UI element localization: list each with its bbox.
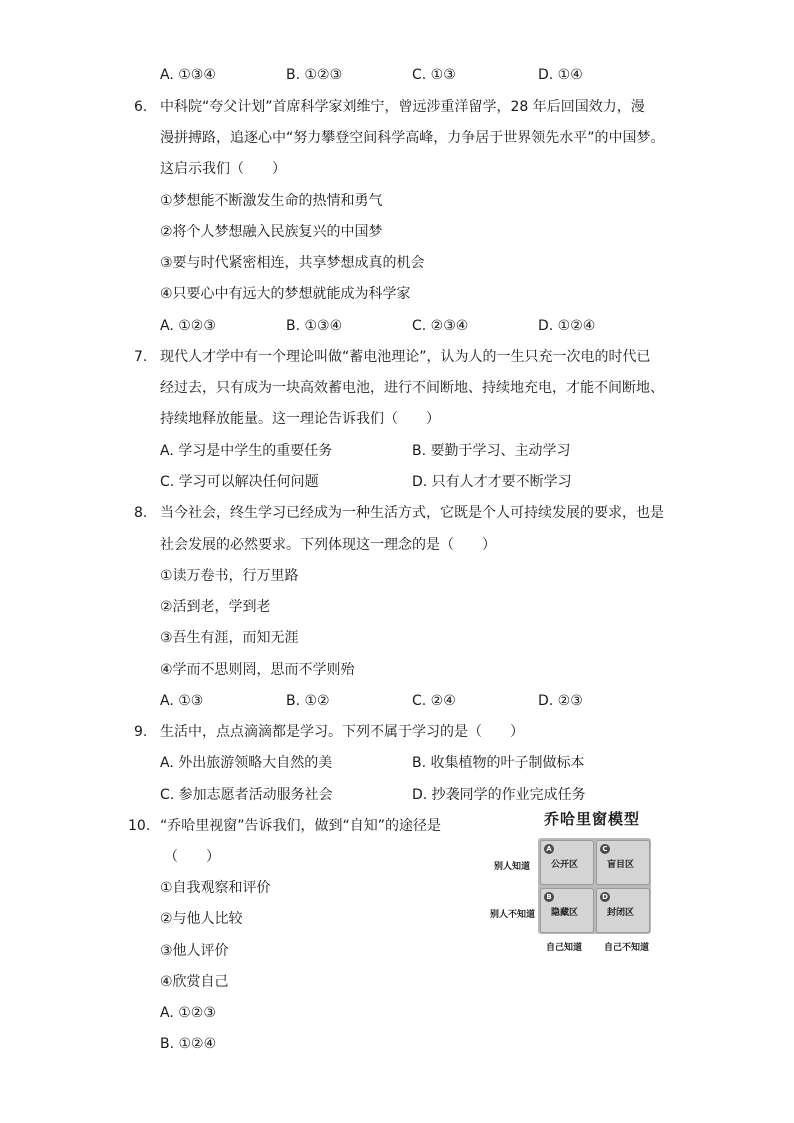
q5-option-c: C. ①③ (412, 67, 456, 83)
q6-option-d: D. ①②④ (538, 318, 596, 334)
q5-option-b: B. ①②③ (286, 67, 343, 83)
q7-option-d: D. 只有人才才要不断学习 (412, 474, 572, 490)
johari-badge-c: C (600, 844, 610, 854)
johari-cell-label: 盲目区 (607, 860, 635, 870)
q10-option-b: B. ①②④ (160, 1036, 217, 1052)
johari-cell-label: 封闭区 (607, 908, 635, 918)
q6-item-1: ①梦想能不断激发生命的热情和勇气 (160, 193, 383, 209)
q7-option-c: C. 学习可以解决任何问题 (160, 474, 319, 490)
q7-option-a: A. 学习是中学生的重要任务 (160, 443, 333, 459)
q9-option-d: D. 抄袭同学的作业完成任务 (412, 787, 586, 803)
johari-col-label-unknown-to-self: 自己不知道 (604, 943, 650, 953)
q5-option-a: A. ①③④ (160, 67, 216, 83)
johari-window-figure (488, 806, 654, 954)
q8-number: 8. (134, 505, 148, 521)
q6-number: 6. (134, 99, 148, 115)
q7-stem-line-1: 现代人才学中有一个理论叫做“蓄电池理论”，认为人的一生只充一次电的时代已 (160, 349, 651, 365)
q9-option-c: C. 参加志愿者活动服务社会 (160, 787, 333, 803)
johari-cell-label: 公开区 (551, 860, 579, 870)
q6-option-b: B. ①③④ (286, 318, 343, 334)
q6-item-3: ③要与时代紧密相连，共享梦想成真的机会 (160, 255, 425, 271)
q9-stem-line-1: 生活中，点点滴滴都是学习。下列不属于学习的是（ ） (160, 724, 524, 740)
johari-cell-blind (596, 840, 650, 885)
q8-option-d: D. ②③ (538, 693, 583, 709)
q10-item-3: ③他人评价 (160, 943, 229, 959)
q6-stem-line-1: 中科院“夸父计划”首席科学家刘维宁，曾远涉重洋留学，28 年后回国效力，漫 (160, 99, 645, 115)
q6-option-c: C. ②③④ (412, 318, 469, 334)
q7-stem-line-2: 经过去，只有成为一块高效蓄电池，进行不间断地、持续地充电，才能不间断地、 (160, 380, 664, 396)
johari-cell-hidden (540, 888, 594, 933)
q9-option-b: B. 收集植物的叶子制做标本 (412, 755, 585, 771)
q8-item-3: ③吾生有涯，而知无涯 (160, 630, 299, 646)
q10-item-2: ②与他人比较 (160, 911, 243, 927)
q9-option-a: A. 外出旅游领略大自然的美 (160, 755, 333, 771)
q10-option-a: A. ①②③ (160, 1005, 216, 1021)
q8-item-2: ②活到老，学到老 (160, 599, 271, 615)
q7-stem-line-3: 持续地释放能量。这一理论告诉我们（ ） (160, 411, 440, 427)
johari-title: 乔哈里窗模型 (544, 810, 641, 828)
q6-option-a: A. ①②③ (160, 318, 216, 334)
johari-badge-d: D (600, 892, 610, 902)
q7-number: 7. (134, 349, 148, 365)
q10-stem-line-1: “乔哈里视窗”告诉我们，做到“自知”的途径是 (160, 818, 442, 834)
q8-item-4: ④学而不思则罔，思而不学则殆 (160, 662, 355, 678)
q10-number: 10. (128, 818, 151, 834)
johari-cell-open (540, 840, 594, 885)
q6-item-4: ④只要心中有远大的梦想就能成为科学家 (160, 286, 411, 302)
q5-option-d: D. ①④ (538, 67, 583, 83)
johari-col-label-known-to-self: 自己知道 (546, 943, 583, 953)
q9-number: 9. (134, 724, 148, 740)
q8-stem-line-2: 社会发展的必然要求。下列体现这一理念的是（ ） (160, 537, 496, 553)
johari-row-label-unknown-to-others: 别人不知道 (490, 910, 536, 920)
q10-item-1: ①自我观察和评价 (160, 880, 271, 896)
johari-badge-a: A (544, 844, 554, 854)
q10-item-4: ④欣赏自己 (160, 974, 229, 990)
q8-stem-line-1: 当今社会，终生学习已经成为一种生活方式，它既是个人可持续发展的要求，也是 (160, 505, 664, 521)
q6-stem-line-2: 漫拼搏路，追逐心中“努力攀登空间科学高峰，力争居于世界领先水平”的中国梦。 (160, 130, 665, 146)
johari-cell-unknown (596, 888, 650, 933)
johari-badge-b: B (544, 892, 554, 902)
q8-option-c: C. ②④ (412, 693, 456, 709)
q8-option-a: A. ①③ (160, 693, 204, 709)
johari-row-label-known-to-others: 别人知道 (494, 862, 531, 872)
q8-option-b: B. ①② (286, 693, 330, 709)
q6-item-2: ②将个人梦想融入民族复兴的中国梦 (160, 224, 383, 240)
q6-stem-line-3: 这启示我们（ ） (160, 161, 286, 177)
q7-option-b: B. 要勤于学习、主动学习 (412, 443, 571, 459)
q8-item-1: ①读万卷书，行万里路 (160, 568, 299, 584)
johari-cell-label: 隐藏区 (551, 908, 579, 918)
johari-grid (538, 838, 651, 934)
q10-stem-line-2: （ ） (164, 849, 220, 865)
